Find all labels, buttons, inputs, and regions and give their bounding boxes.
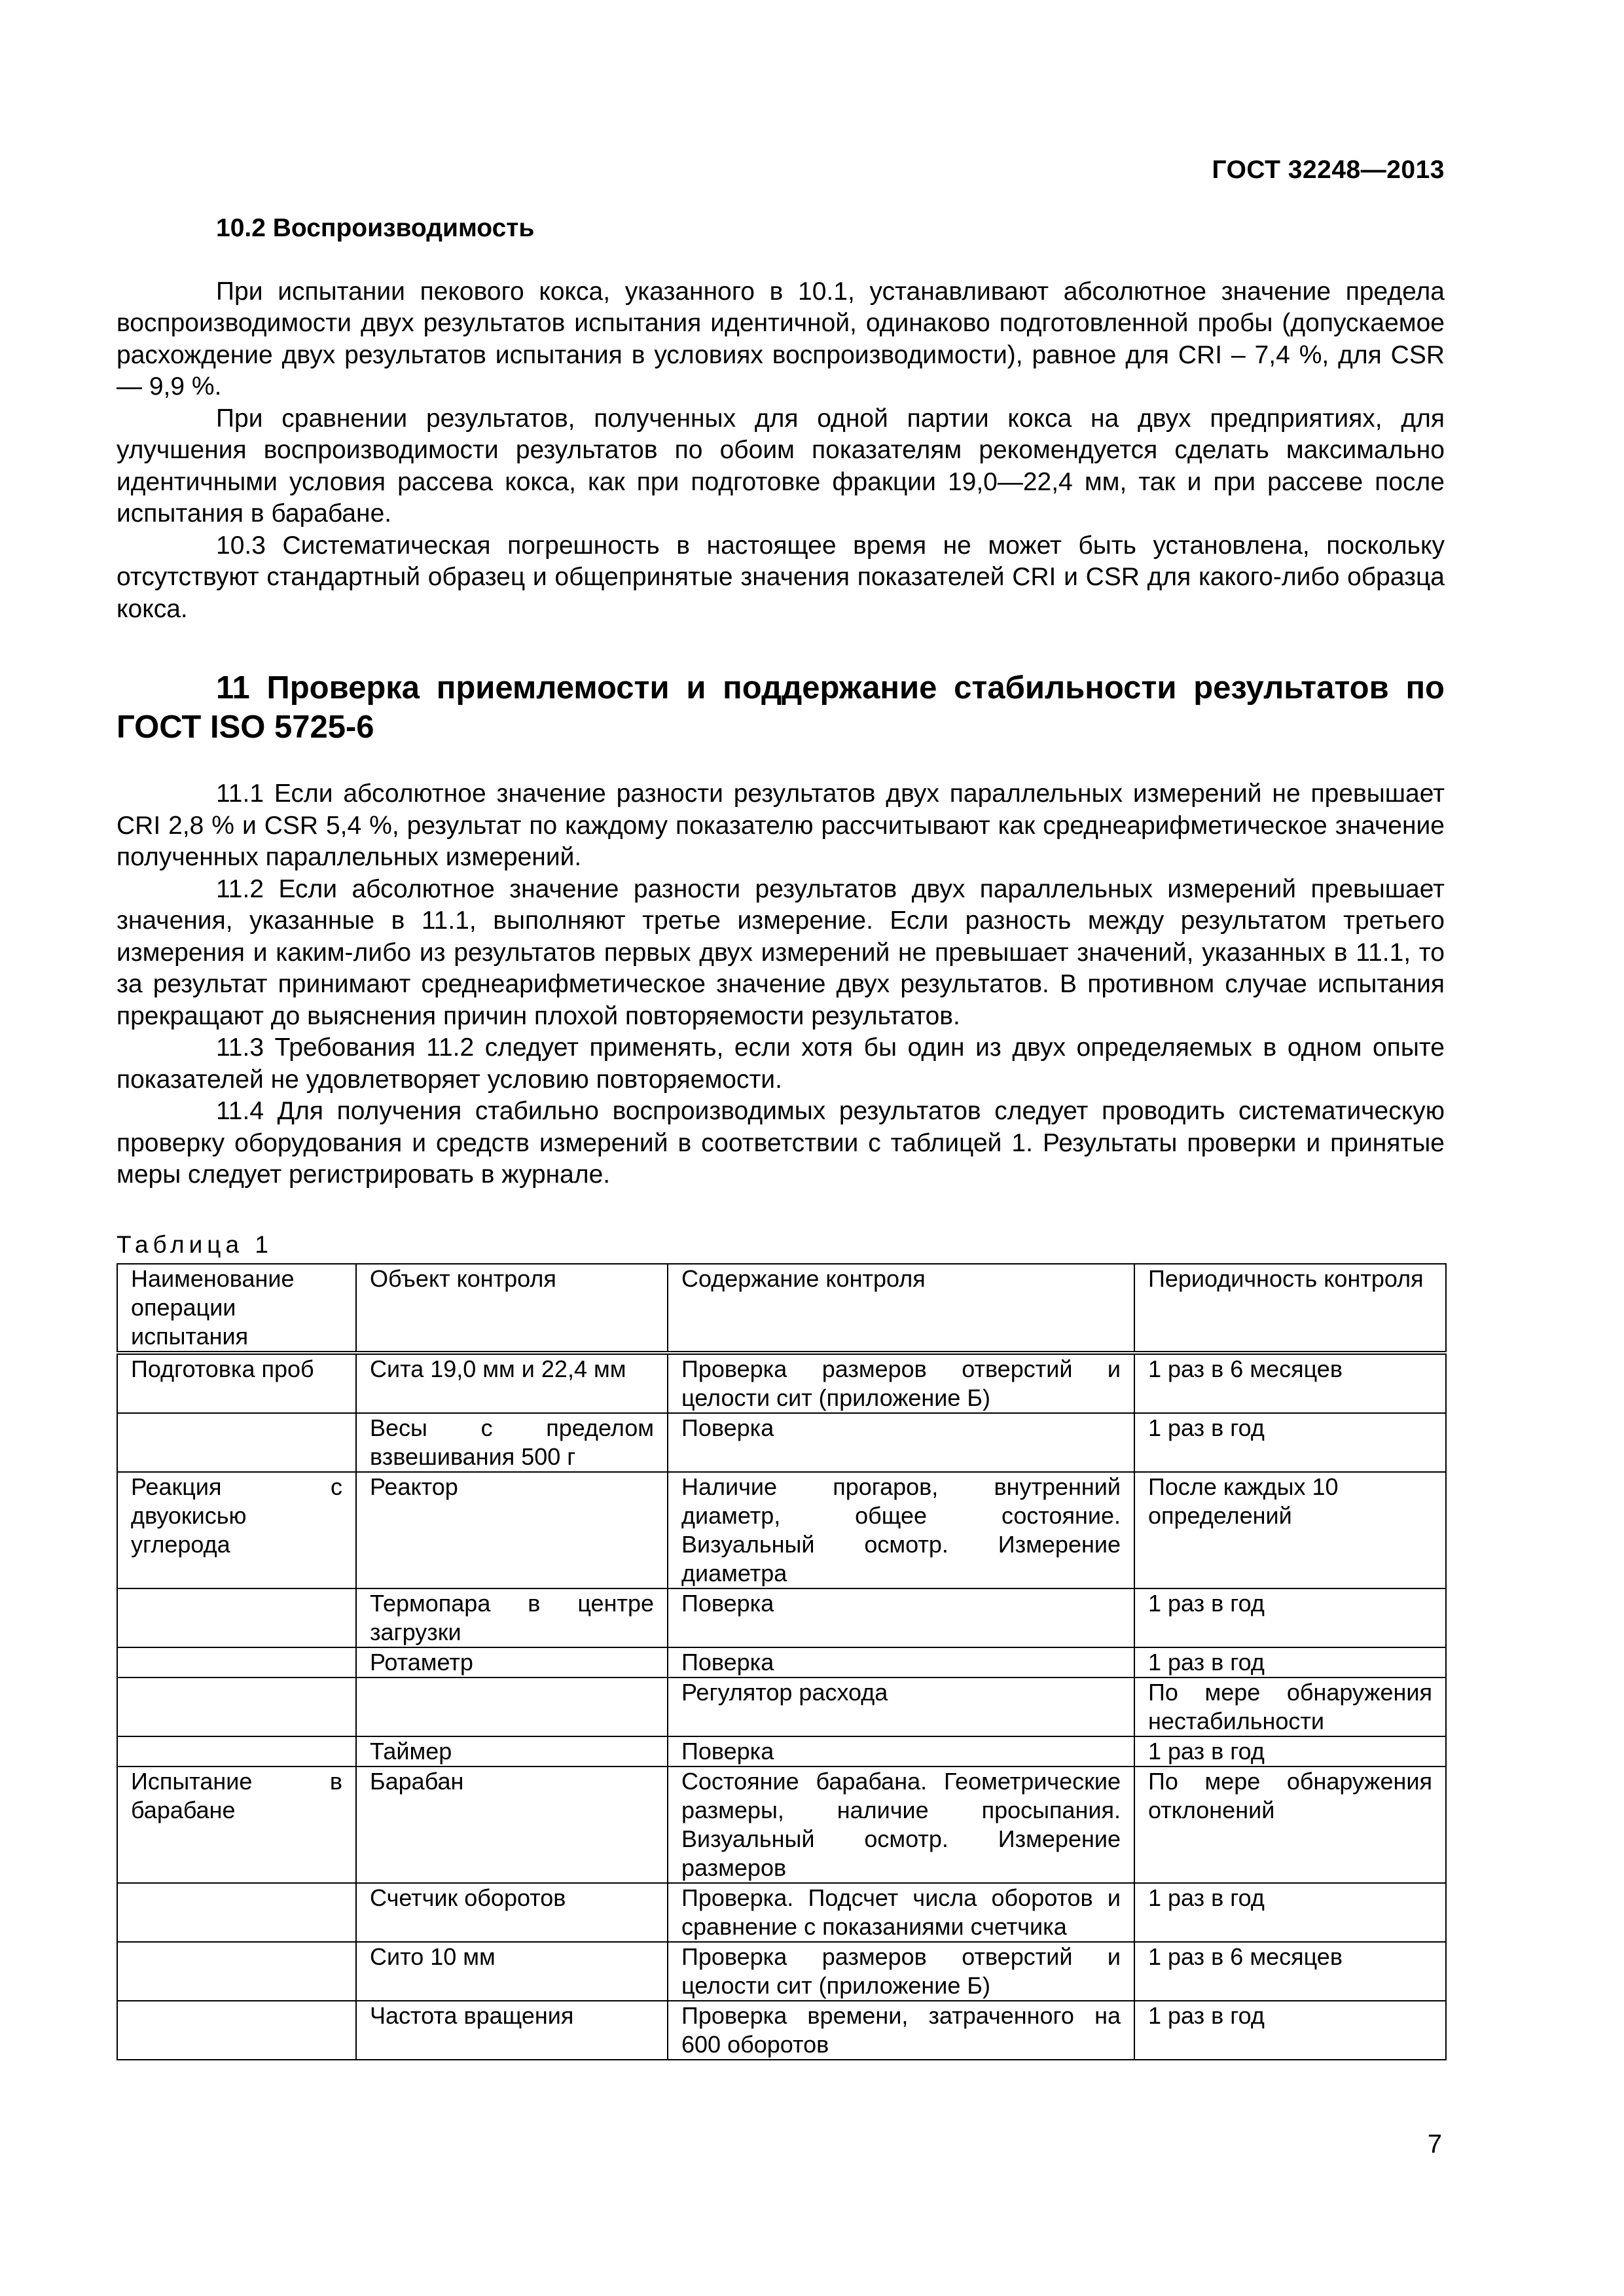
table-caption: Таблица 1 (117, 1230, 273, 1258)
table-cell: Поверка (668, 1736, 1134, 1767)
table-cell: Регулятор расхода (668, 1677, 1134, 1736)
table-row (117, 1588, 1446, 1647)
table-row (117, 1677, 1446, 1736)
table-cell: После каждых 10 определений (1134, 1472, 1446, 1588)
page-content (117, 213, 1445, 2060)
table-cell: Проверка времени, затраченного на 600 оборотов (668, 2001, 1134, 2060)
table-cell: 1 раз в год (1134, 1413, 1446, 1472)
table-cell: Сита 19,0 мм и 22,4 мм (356, 1353, 668, 1413)
table-row (117, 1942, 1446, 2001)
table-row (117, 1472, 1446, 1588)
table-cell: 1 раз в 6 месяцев (1134, 1353, 1446, 1413)
table-cell (117, 1883, 356, 1942)
table-cell (117, 1942, 356, 2001)
table-cell: Поверка (668, 1647, 1134, 1677)
table-cell (117, 1413, 356, 1472)
column-header: Периодичность контроля (1134, 1264, 1446, 1353)
section-title: 11 Проверка приемлемости и поддержание стабильности результатов по ГОСТ ISO 5725-6 (117, 670, 1445, 745)
table-cell: По мере обнаружения отклонений (1134, 1767, 1446, 1883)
table-cell: 1 раз в год (1134, 2001, 1446, 2060)
table-cell (117, 1677, 356, 1736)
table-cell: Барабан (356, 1767, 668, 1883)
table-row (117, 1647, 1446, 1677)
table-cell: Таймер (356, 1736, 668, 1767)
table-row (117, 1883, 1446, 1942)
table-cell: 1 раз в год (1134, 1588, 1446, 1647)
table-cell: Частота вращения (356, 2001, 668, 2060)
paragraph: 11.1 Если абсолютное значение разности результатов двух параллельных измерений не превышает CRI 2,8 % и CSR 5,4 %, результат по каждому показателю рассчитывают как среднеарифметическое значение полученных параллельных измерений. (117, 780, 1445, 871)
table-cell: Ротаметр (356, 1647, 668, 1677)
table-cell: Состояние барабана. Геометрические размеры, наличие просыпания. Визуальный осмотр. Измерение размеров (668, 1767, 1134, 1883)
table-cell (356, 1677, 668, 1736)
paragraph: 11.2 Если абсолютное значение разности результатов двух параллельных измерений превышает значения, указанные в 11.1, выполняют третье измерение. Если разность между результатом третьего измерения и каким-либо из результатов первых двух измерений не превышает значений, указанных в 11.1, то за результат принимают среднеарифметическое значение двух результатов. В противном случае испытания прекращают до выяснения причин плохой повторяемости результатов. (117, 874, 1445, 1030)
page-number: 7 (1427, 2130, 1442, 2159)
paragraph: При испытании пекового кокса, указанного в 10.1, устанавливают абсолютное значение предела воспроизводимости двух результатов испытания идентичной, одинаково подготовленной пробы (допускаемое расхождение двух результатов испытания в условиях воспроизводимости), равное для CRI – 7,4 %, для CSR — 9,9 %. (117, 277, 1445, 401)
column-header: Содержание контроля (668, 1264, 1134, 1353)
table-cell: Весы с пределом взвешивания 500 г (356, 1413, 668, 1472)
control-table (117, 1263, 1447, 2060)
table-row (117, 1736, 1446, 1767)
table-cell: Поверка (668, 1413, 1134, 1472)
table-cell: Реактор (356, 1472, 668, 1588)
table-cell: Проверка. Подсчет числа оборотов и сравнение с показаниями счетчика (668, 1883, 1134, 1942)
table-cell: Сито 10 мм (356, 1942, 668, 2001)
table-cell: Наличие прогаров, внутренний диаметр, общее состояние. Визуальный осмотр. Измерение диаметра (668, 1472, 1134, 1588)
subheading-reproducibility: 10.2 Воспроизводимость (216, 214, 535, 242)
table-cell (117, 1588, 356, 1647)
table-row (117, 1413, 1446, 1472)
table-cell: Испытание в барабане (117, 1767, 356, 1883)
paragraph: 11.3 Требования 11.2 следует применять, если хотя бы один из двух определяемых в одном опыте показателей не удовлетворяет условию повторяемости. (117, 1033, 1445, 1094)
table-cell: Термопара в центре загрузки (356, 1588, 668, 1647)
document-header-code: ГОСТ 32248—2013 (1212, 156, 1445, 184)
table-cell: Счетчик оборотов (356, 1883, 668, 1942)
table-cell: 1 раз в год (1134, 1647, 1446, 1677)
column-header: Наименование операции испытания (117, 1264, 356, 1353)
table-cell: Реакция с двуокисью углерода (117, 1472, 356, 1588)
table-row (117, 1767, 1446, 1883)
table-cell: 1 раз в год (1134, 1883, 1446, 1942)
table-cell (117, 1647, 356, 1677)
table-cell (117, 1736, 356, 1767)
paragraph: При сравнении результатов, полученных для одной партии кокса на двух предприятиях, для улучшения воспроизводимости результатов по обоим показателям рекомендуется сделать максимально идентичными условия рассева кокса, как при подготовке фракции 19,0—22,4 мм, так и при рассеве после испытания в барабане. (117, 404, 1445, 528)
table-cell: Проверка размеров отверстий и целости сит (приложение Б) (668, 1942, 1134, 2001)
table-cell: Поверка (668, 1588, 1134, 1647)
table-cell: Проверка размеров отверстий и целости сит (приложение Б) (668, 1353, 1134, 1413)
table-cell: 1 раз в год (1134, 1736, 1446, 1767)
table-cell: Подготовка проб (117, 1353, 356, 1413)
column-header: Объект контроля (356, 1264, 668, 1353)
table-row (117, 1353, 1446, 1413)
paragraph: 11.4 Для получения стабильно воспроизводимых результатов следует проводить систематическую проверку оборудования и средств измерений в соответствии с таблицей 1. Результаты проверки и принятые меры следует регистрировать в журнале. (117, 1097, 1445, 1189)
table-header-row (117, 1264, 1446, 1353)
table-cell (117, 2001, 356, 2060)
table-row (117, 2001, 1446, 2060)
table-cell: 1 раз в 6 месяцев (1134, 1942, 1446, 2001)
table-cell: По мере обнаружения нестабильности (1134, 1677, 1446, 1736)
paragraph: 10.3 Систематическая погрешность в настоящее время не может быть установлена, поскольку отсутствуют стандартный образец и общепринятые значения показателей CRI и CSR для какого-либо образца кокса. (117, 531, 1445, 623)
